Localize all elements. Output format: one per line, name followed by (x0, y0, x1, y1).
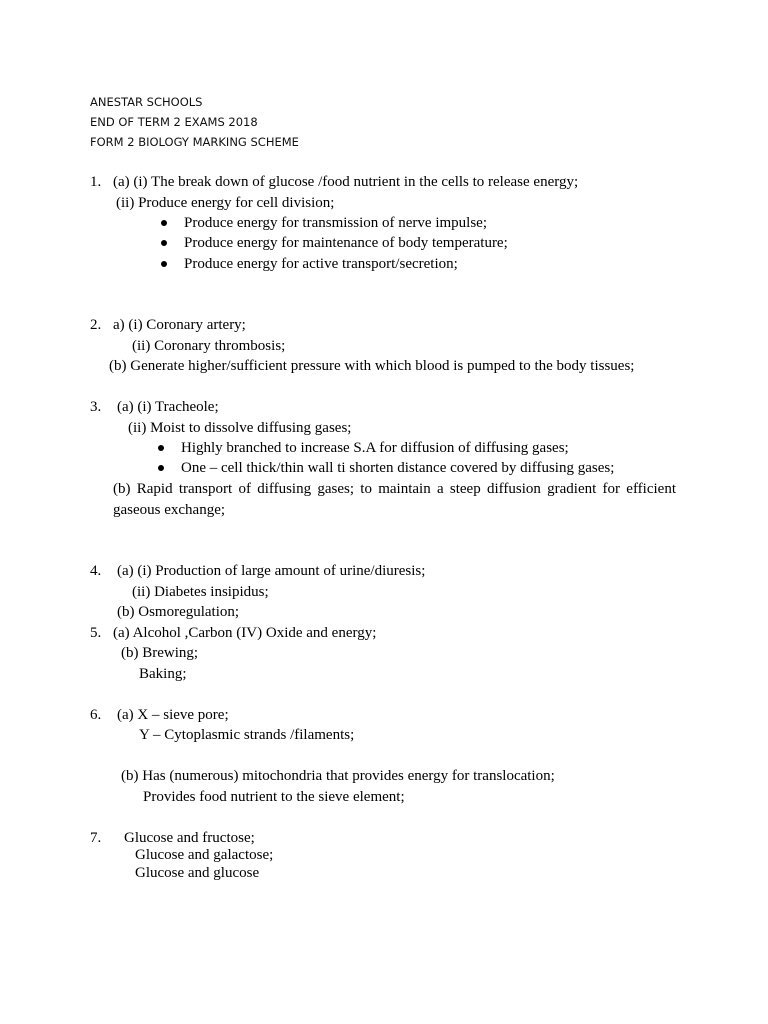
answer-line: (a) (i) Tracheole; (117, 399, 219, 415)
answer-line: (b) Brewing; (121, 645, 199, 661)
answer-line: (ii) Moist to dissolve diffusing gases; (128, 420, 352, 436)
question-number: 1. (90, 174, 102, 190)
answer-line: Glucose and fructose; (124, 830, 255, 846)
question-number: 4. (90, 563, 102, 579)
answer-line: Glucose and glucose (135, 865, 260, 881)
answer-line: (a) Alcohol ,Carbon (IV) Oxide and energy; (113, 625, 377, 641)
list-item: Produce energy for active transport/secretion; (184, 256, 458, 272)
answer-line: a) (i) Coronary artery; (113, 317, 246, 333)
question-number: 7. (90, 830, 102, 846)
bullet-icon (161, 240, 167, 246)
answer-line: (ii) Coronary thrombosis; (132, 338, 286, 354)
question-number: 6. (90, 707, 102, 723)
answer-line: Y – Cytoplasmic strands /filaments; (139, 727, 355, 743)
question-number: 3. (90, 399, 102, 415)
bullet-icon (158, 445, 164, 451)
exam-title: END OF TERM 2 EXAMS 2018 (90, 115, 258, 129)
answer-line: Provides food nutrient to the sieve element; (143, 789, 405, 805)
answer-line: (ii) Diabetes insipidus; (132, 584, 269, 600)
bullet-icon (161, 261, 167, 267)
answer-line: (a) (i) Production of large amount of urine/diuresis; (117, 563, 426, 579)
answer-line: (b) Has (numerous) mitochondria that provides energy for translocation; (121, 768, 555, 784)
list-item: One – cell thick/thin wall ti shorten distance covered by diffusing gases; (181, 460, 615, 476)
bullet-icon (158, 465, 164, 471)
answer-line: Baking; (139, 666, 187, 682)
answer-paragraph: (b) Rapid transport of diffusing gases; to maintain a steep diffusion gradient for efficient gaseous exchange; (113, 481, 676, 518)
answer-line: (b) Osmoregulation; (117, 604, 240, 620)
answer-line: (a) (i) The break down of glucose /food nutrient in the cells to release energy; (113, 174, 579, 190)
list-item: Highly branched to increase S.A for diffusion of diffusing gases; (181, 440, 569, 456)
question-number: 5. (90, 625, 102, 641)
answer-line: (a) X – sieve pore; (117, 707, 229, 723)
question-number: 2. (90, 317, 102, 333)
answer-line: (b) Generate higher/sufficient pressure with which blood is pumped to the body tissues; (109, 358, 635, 374)
answer-line: Glucose and galactose; (135, 847, 274, 863)
answer-line: (ii) Produce energy for cell division; (116, 195, 335, 211)
list-item: Produce energy for transmission of nerve impulse; (184, 215, 487, 231)
list-item: Produce energy for maintenance of body temperature; (184, 235, 508, 251)
subject-title: FORM 2 BIOLOGY MARKING SCHEME (90, 135, 299, 149)
school-name: ANESTAR SCHOOLS (90, 95, 203, 109)
bullet-icon (161, 220, 167, 226)
